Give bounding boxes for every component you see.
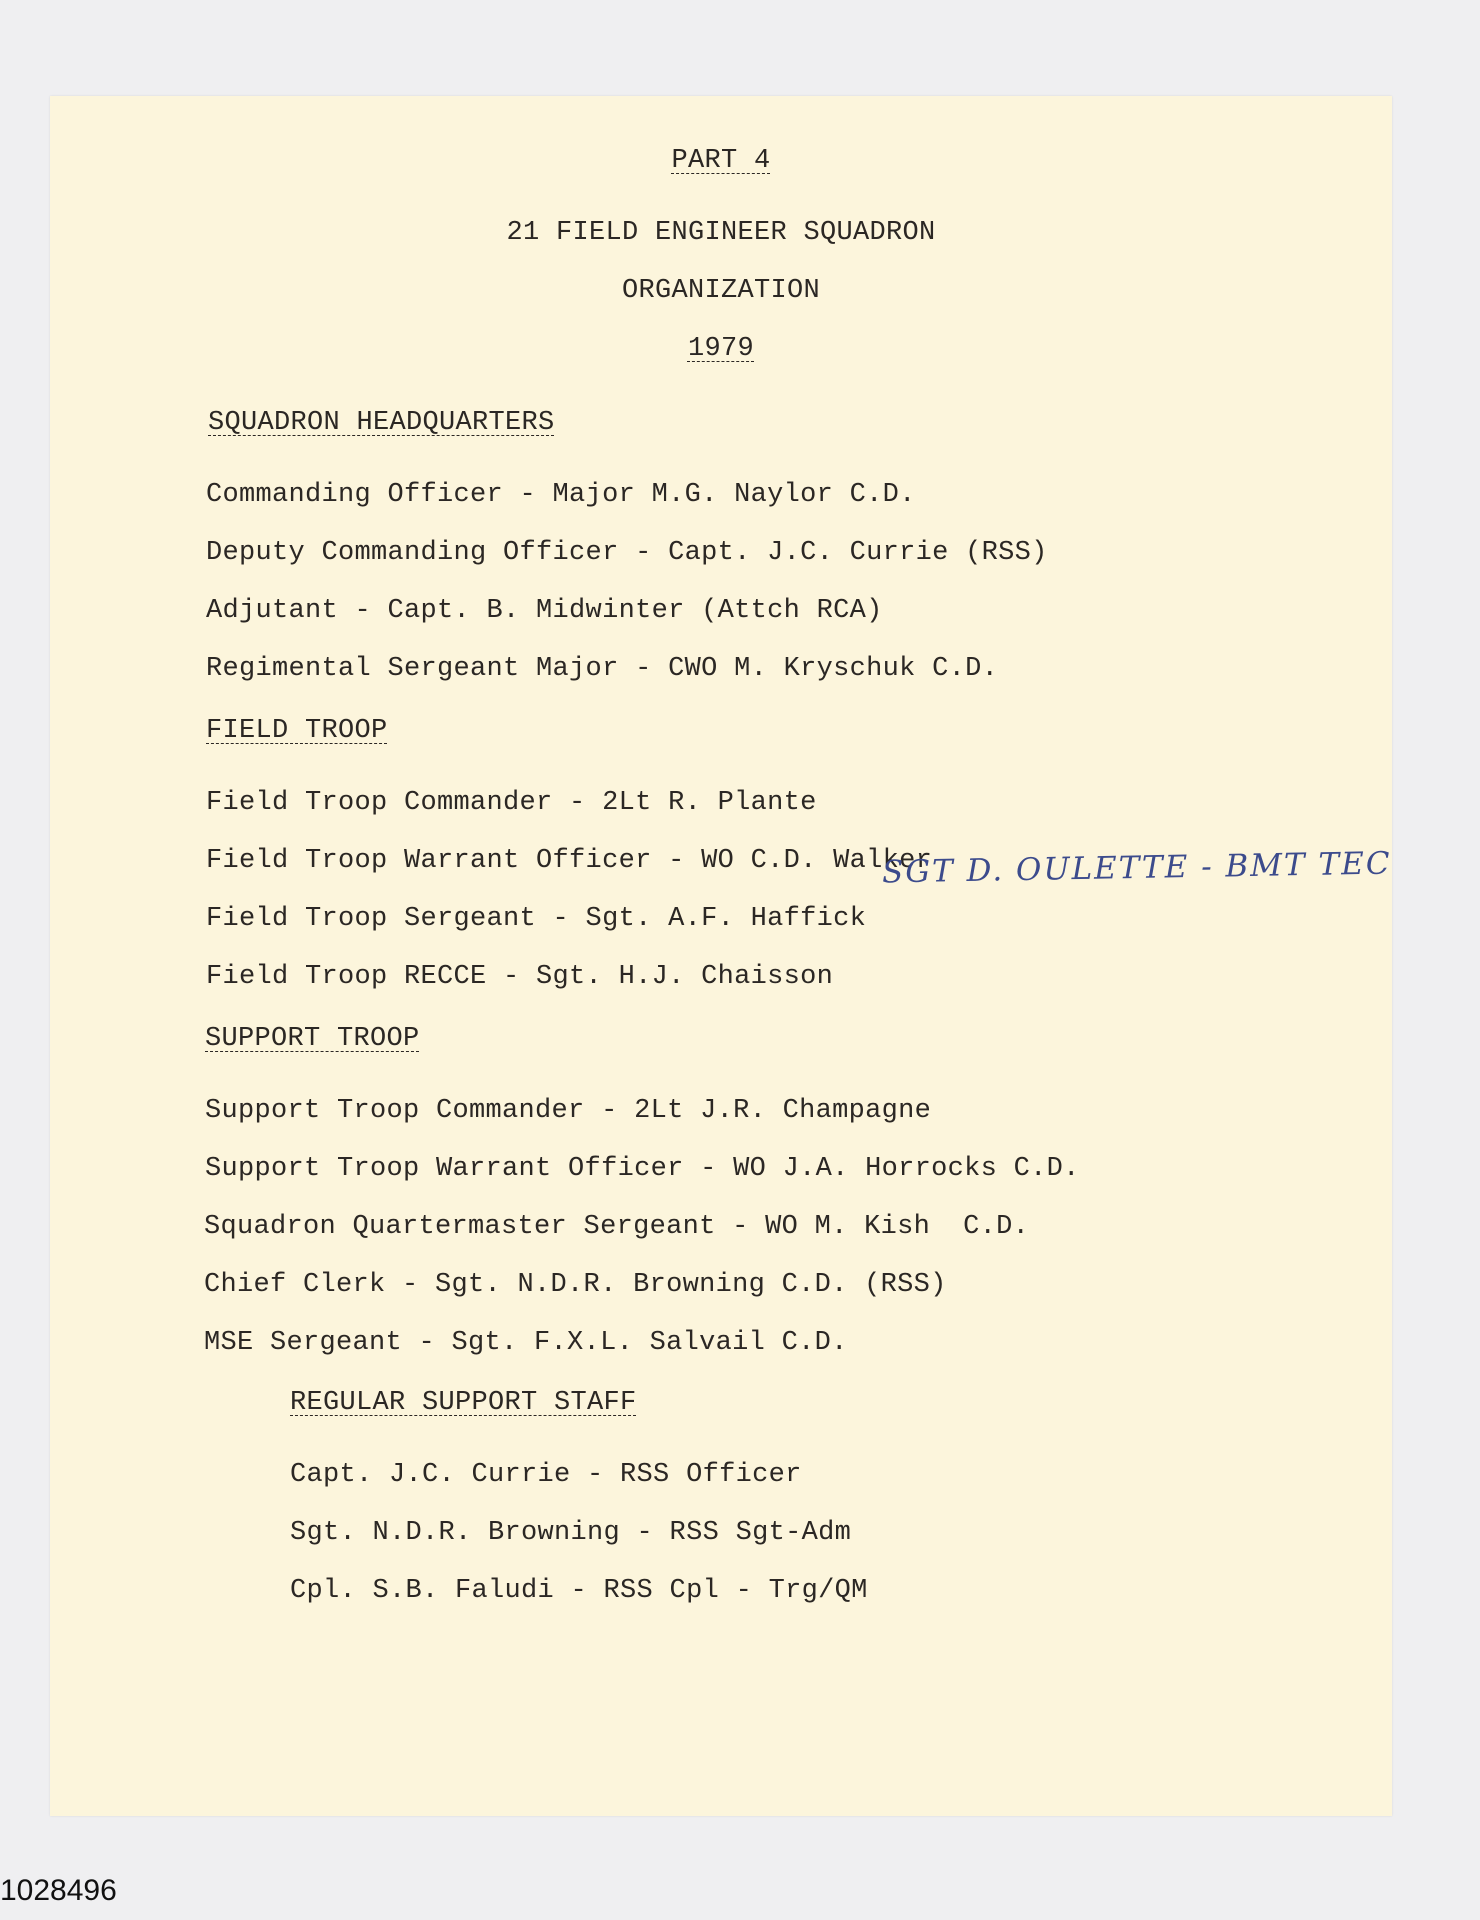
archive-number: 1028496 (0, 1874, 117, 1907)
support-troop-line: Support Troop Warrant Officer - WO J.A. Horrocks C.D. (205, 1154, 1080, 1184)
regular-support-staff-line: Capt. J.C. Currie - RSS Officer (290, 1460, 802, 1490)
support-troop-heading: SUPPORT TROOP (205, 1024, 420, 1054)
regular-support-staff-line: Cpl. S.B. Faludi - RSS Cpl - Trg/QM (290, 1576, 868, 1606)
squadron-hq-line: Regimental Sergeant Major - CWO M. Kryschuk C.D. (206, 654, 999, 684)
field-troop-heading: FIELD TROOP (206, 716, 388, 746)
support-troop-line: Support Troop Commander - 2Lt J.R. Champagne (205, 1096, 932, 1126)
unit-title: 21 FIELD ENGINEER SQUADRON (506, 218, 936, 248)
support-troop-line: Chief Clerk - Sgt. N.D.R. Browning C.D. (RSS) (204, 1270, 947, 1300)
document-page (50, 96, 1392, 1816)
squadron-hq-heading: SQUADRON HEADQUARTERS (208, 408, 555, 438)
part-heading: PART 4 (671, 146, 771, 176)
field-troop-line: Field Troop Sergeant - Sgt. A.F. Haffick (206, 904, 867, 934)
squadron-hq-line: Adjutant - Capt. B. Midwinter (Attch RCA) (206, 596, 883, 626)
support-troop-line: MSE Sergeant - Sgt. F.X.L. Salvail C.D. (204, 1328, 848, 1358)
squadron-hq-line: Commanding Officer - Major M.G. Naylor C.D. (206, 480, 916, 510)
organization-title: ORGANIZATION (621, 276, 821, 306)
field-troop-line: Field Troop RECCE - Sgt. H.J. Chaisson (206, 962, 834, 992)
regular-support-staff-line: Sgt. N.D.R. Browning - RSS Sgt-Adm (290, 1518, 852, 1548)
squadron-hq-line: Deputy Commanding Officer - Capt. J.C. Currie (RSS) (206, 538, 1048, 568)
regular-support-staff-heading: REGULAR SUPPORT STAFF (290, 1388, 637, 1418)
year-heading: 1979 (687, 334, 754, 364)
field-troop-line: Field Troop Warrant Officer - WO C.D. Walker (206, 846, 933, 876)
support-troop-line: Squadron Quartermaster Sergeant - WO M. Kish C.D. (204, 1212, 1030, 1242)
handwritten-note: SGT D. OULETTE - BMT TEC (881, 845, 1392, 891)
field-troop-line: Field Troop Commander - 2Lt R. Plante (206, 788, 817, 818)
